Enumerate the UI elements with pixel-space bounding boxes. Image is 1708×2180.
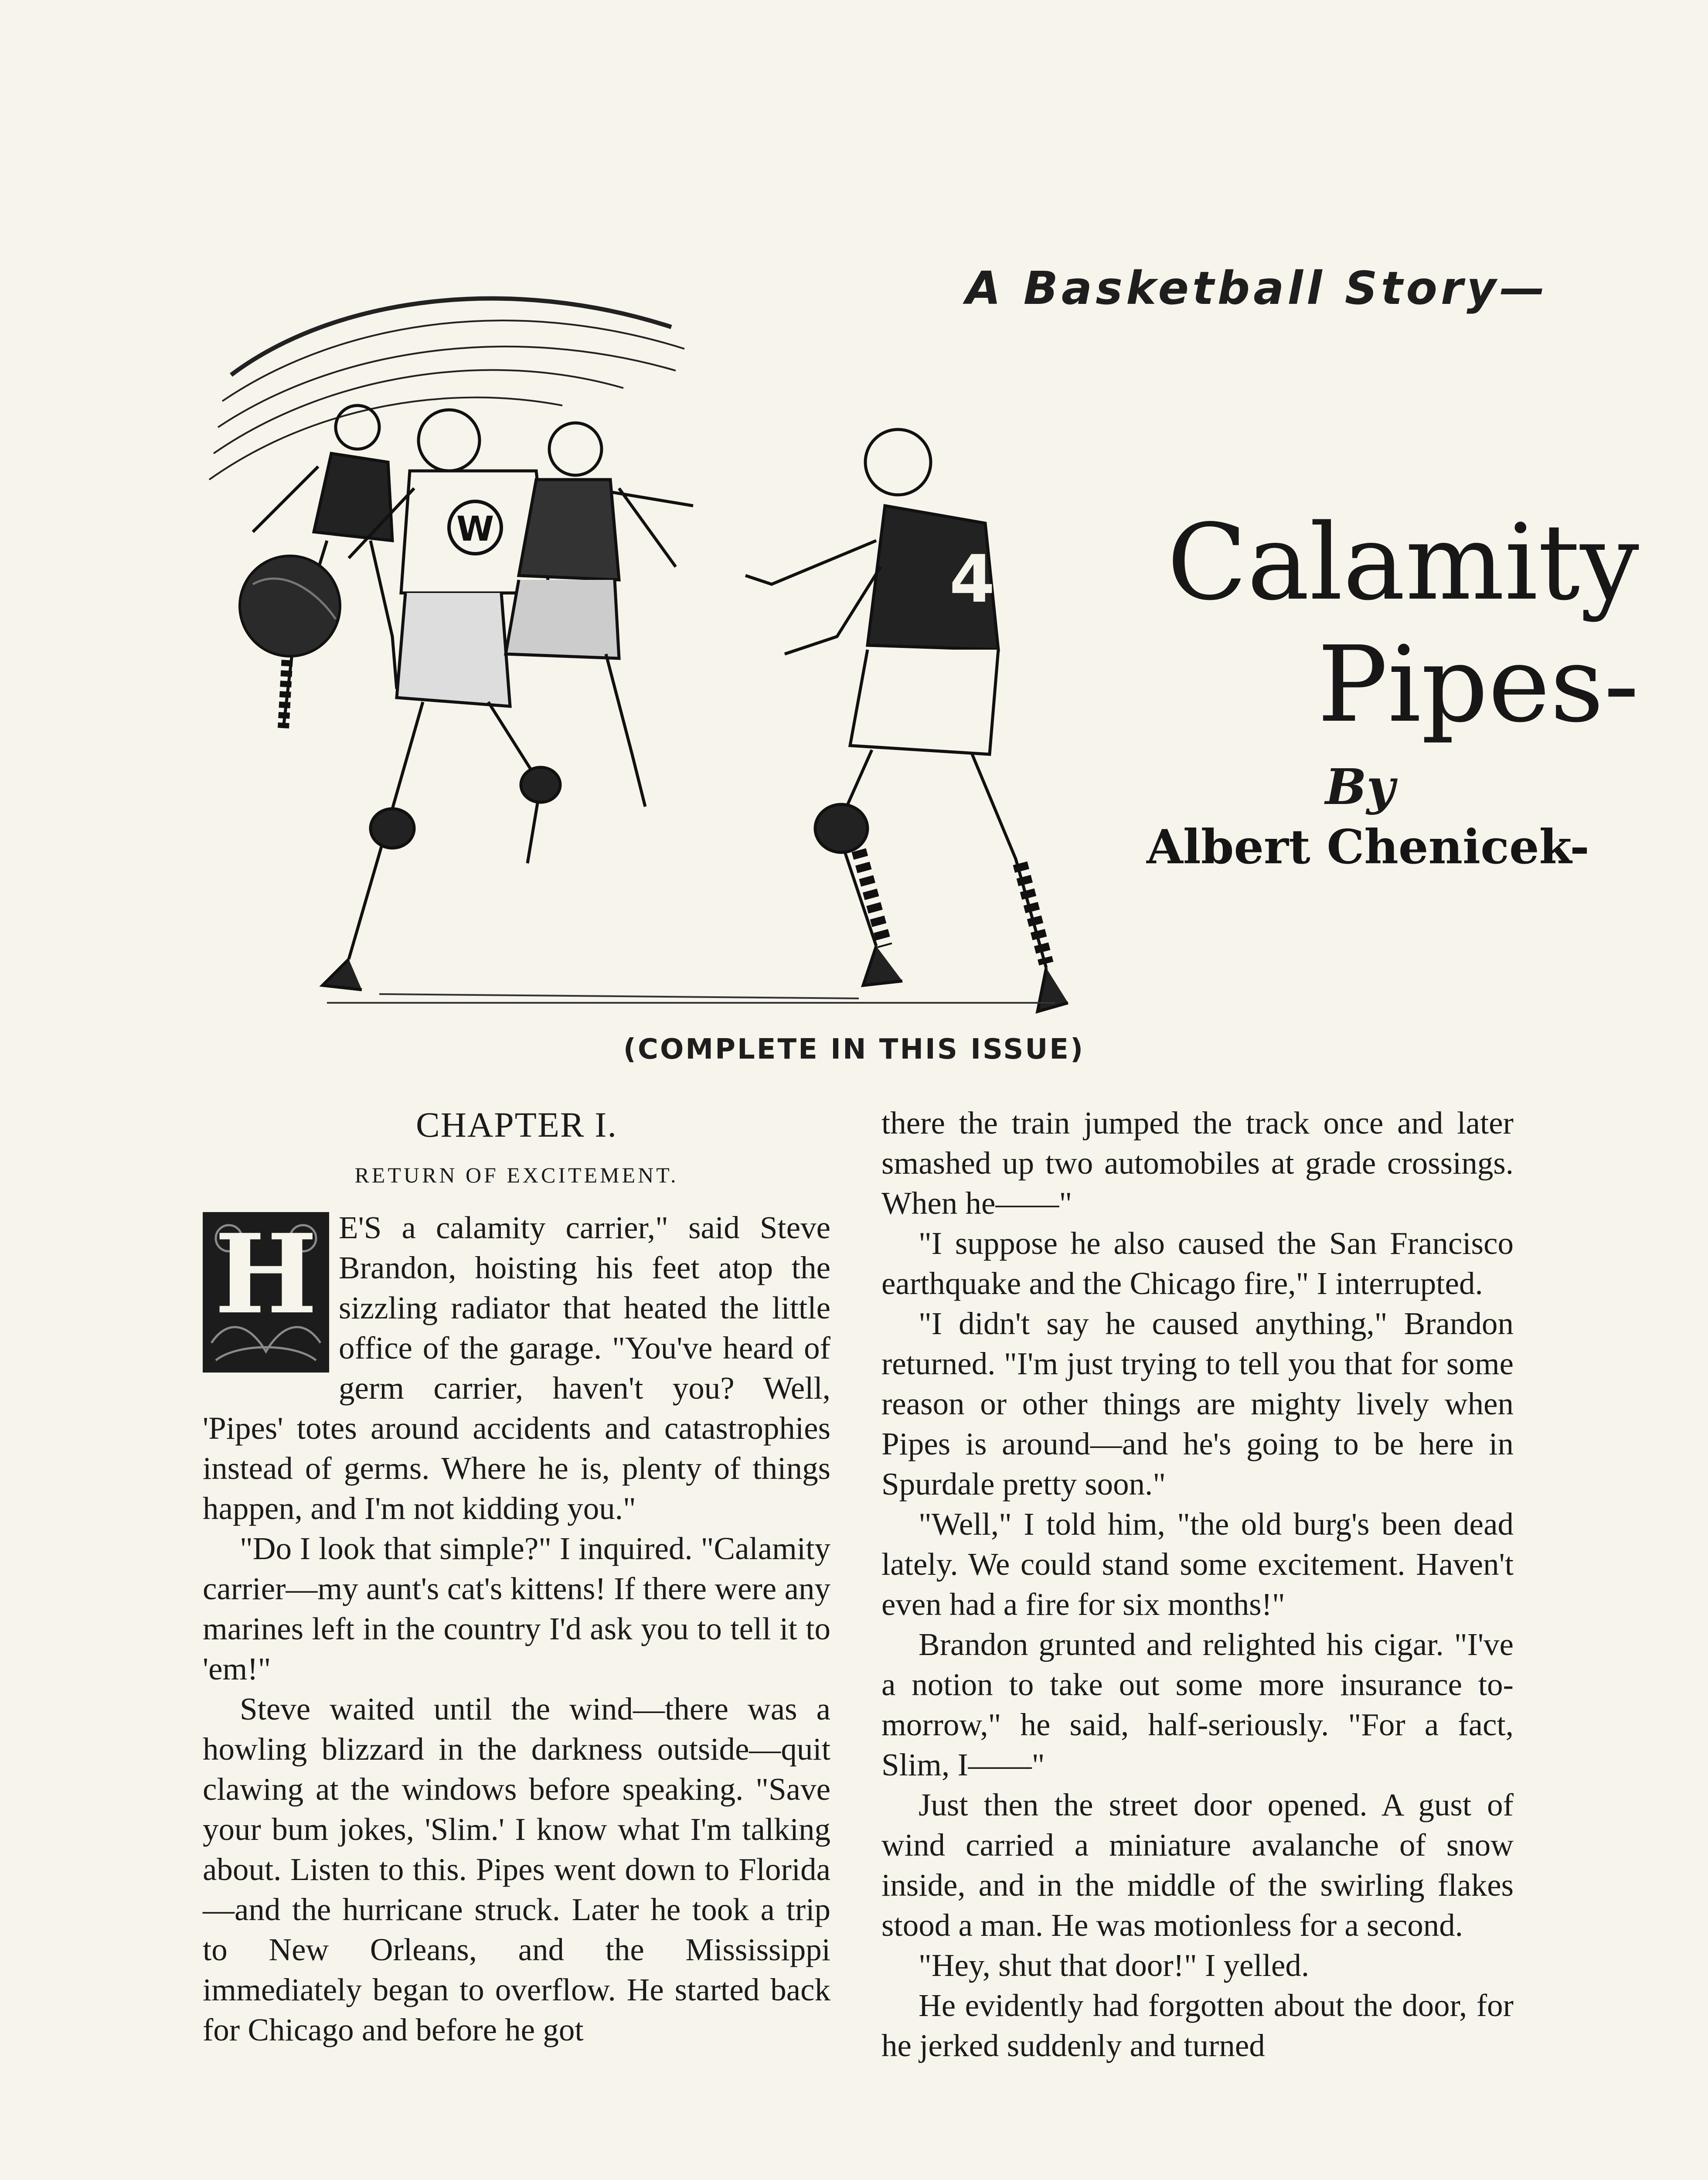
jersey-logo-text: W bbox=[456, 510, 494, 549]
basketball bbox=[240, 556, 340, 656]
complete-in-issue-note: (COMPLETE IN THIS ISSUE) bbox=[623, 1033, 1085, 1066]
byline-by: By bbox=[1325, 759, 1395, 816]
player-right-number-4 bbox=[745, 429, 1068, 1012]
title-line-2: Pipes- bbox=[1317, 623, 1639, 746]
jersey-number-text: 4 bbox=[949, 542, 995, 617]
right-paragraph-3: "I didn't say he caused anything," Brandon returned. "I'm just trying to tell you that for some reason or other things are mighty lively when Pipes is around—and he's going to be here in Spurdale pretty soon." bbox=[881, 1306, 1514, 1502]
right-paragraph-6: Just then the street door opened. A gust of wind carried a miniature avalanche of snow inside, and in the middle of the swirling flakes stood a man. He was motionless for a second. bbox=[881, 1787, 1514, 1943]
dropcap-ornament bbox=[203, 1212, 329, 1373]
story-title bbox=[1116, 501, 1639, 746]
right-paragraph-4: "Well," I told him, "the old burg's been dead lately. We could stand some excitement. Haven't even had a fire for six months!" bbox=[881, 1506, 1514, 1622]
right-paragraph-1: there the train jumped the track once and later smashed up two automobiles at grade crossings. When he——" bbox=[881, 1105, 1514, 1221]
title-line-1: Calamity bbox=[1167, 501, 1639, 623]
chapter-heading: CHAPTER I. bbox=[416, 1105, 617, 1144]
right-paragraph-5: Brandon grunted and relighted his cigar. "I've a notion to take out some more insurance to-morrow," he said, half-seriously. "For a fact, Slim, I——" bbox=[881, 1627, 1514, 1782]
right-paragraph-8: He evidently had forgotten about the door, for he jerked suddenly and turned bbox=[881, 1988, 1514, 2063]
left-paragraph-1: E'S a calamity carrier," said Steve Brandon, hoisting his feet atop the sizzling radiator that heated the little office of the garage. "You've heard of germ carrier, haven't you? Well, 'Pipes' totes around accidents and catastrophies instead of germs. Where he is, plenty of things happen, and I'm not kidding you." bbox=[203, 1210, 830, 1526]
byline-author: Albert Chenicek- bbox=[1147, 820, 1589, 875]
right-paragraph-2: "I suppose he also caused the San Francisco earthquake and the Chicago fire," I interrupted. bbox=[881, 1226, 1514, 1301]
ornamental-dropcap bbox=[203, 1212, 329, 1373]
basketball-players-drawing bbox=[205, 262, 1160, 1020]
left-text-column bbox=[203, 1103, 830, 2050]
crowd-hatching bbox=[209, 299, 684, 480]
basketball-illustration bbox=[205, 262, 1160, 1020]
floor-lines bbox=[327, 994, 1055, 1003]
left-paragraph-3: Steve waited until the wind—there was a howling blizzard in the darkness outside—quit clawing at the windows before speaking. "Save your bum jokes, 'Slim.' I know what I'm talking about. Listen to this. Pipes went down to Florida—and the hurricane struck. Later he took a trip to New Orleans, and the Mississippi immediately began to overflow. He started back for Chicago and before he got bbox=[203, 1691, 830, 2047]
right-paragraph-7: "Hey, shut that door!" I yelled. bbox=[919, 1948, 1310, 1983]
right-text-column bbox=[881, 1103, 1514, 2066]
story-tagline: A Basketball Story— bbox=[966, 262, 1549, 315]
chapter-subheading: RETURN OF EXCITEMENT. bbox=[354, 1163, 679, 1187]
dropcap-letter: H bbox=[214, 1212, 318, 1338]
left-paragraph-2: "Do I look that simple?" I inquired. "Calamity carrier—my aunt's cat's kittens! If there were any marines left in the country I'd ask you to tell it to 'em!" bbox=[203, 1531, 830, 1686]
